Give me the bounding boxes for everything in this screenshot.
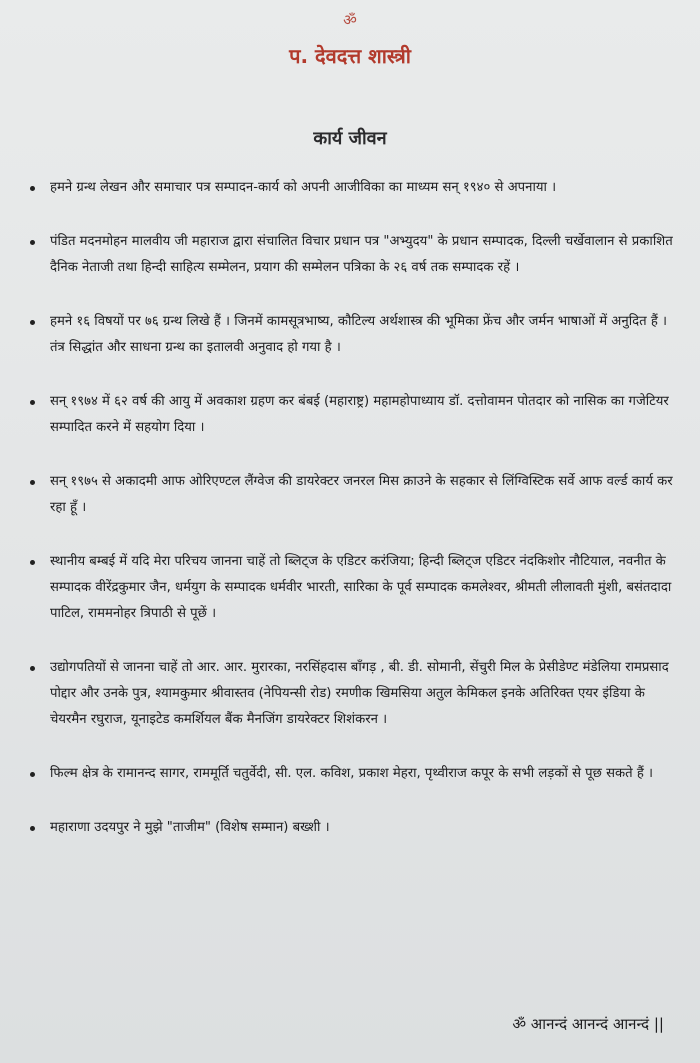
career-list — [28, 175, 674, 869]
list-item — [28, 229, 674, 281]
bullet-icon — [30, 186, 35, 191]
list-item — [28, 761, 674, 787]
bullet-icon — [30, 240, 35, 245]
bullet-icon — [30, 320, 35, 325]
list-item — [28, 469, 674, 521]
list-item — [28, 655, 674, 733]
list-item-text: फिल्म क्षेत्र के रामानन्द सागर, राममूर्ति चतुर्वेदी, सी. एल. कविश, प्रकाश मेहरा, पृथ्वीराज कपूर के सभी लड़कों से पूछ सकते हैं । — [50, 766, 654, 781]
list-item — [28, 815, 674, 841]
list-item-text: सन् १९७५ से अकादमी आफ ओरिएण्टल लैंग्वेज की डायरेक्टर जनरल मिस क्राउने के सहकार से लिंग्विस्टिक सर्वे आफ वर्ल्ड कार्य कर रहा हूँ । — [50, 474, 673, 515]
list-item — [28, 175, 674, 201]
bullet-icon — [30, 560, 35, 565]
om-symbol: ॐ — [343, 11, 357, 29]
list-item — [28, 309, 674, 361]
list-item-text: उद्योगपतियों से जानना चाहें तो आर. आर. मुरारका, नरसिंहदास बाँगड़ , बी. डी. सोमानी, सेंचुरी मिल के प्रेसीडेण्ट मंडेलिया रामप्रसाद पोद्दार और उनके पुत्र, श्यामकुमार श्रीवास्तव (नेपियन्सी रोड) रमणीक खिमसिया अतुल केमिकल इनके अतिरिक्त एयर इंडिया के चेयरमैन रघुराज, यूनाइटेड कमर्शियल बैंक मैनजिंग डायरेक्टर शिशंकरन । — [50, 660, 669, 727]
list-item — [28, 549, 674, 627]
bullet-icon — [30, 480, 35, 485]
list-item — [28, 389, 674, 441]
bullet-icon — [30, 826, 35, 831]
list-item-text: हमने १६ विषयों पर ७६ ग्रन्थ लिखे हैं । जिनमें कामसूत्रभाष्य, कौटिल्य अर्थशास्त्र की भूमिका फ्रेंच और जर्मन भाषाओं में अनुदित हैं । तंत्र सिद्धांत और साधना ग्रन्थ का इतालवी अनुवाद हो गया है । — [50, 314, 668, 355]
closing-invocation: ॐ आनन्दं आनन्दं आनन्दं || — [512, 1015, 664, 1033]
list-item-text: हमने ग्रन्थ लेखन और समाचार पत्र सम्पादन-कार्य को अपनी आजीविका का माध्यम सन् १९४० से अपनाया । — [50, 180, 557, 195]
list-item-text: महाराणा उदयपुर ने मुझे "ताजीम" (विशेष सम्मान) बख्शी । — [50, 820, 330, 835]
section-title: कार्य जीवन — [313, 128, 387, 149]
bullet-icon — [30, 772, 35, 777]
list-item-text: स्थानीय बम्बई में यदि मेरा परिचय जानना चाहें तो ब्लिट्ज के एडिटर करंजिया; हिन्दी ब्लिट्ज एडिटर नंदकिशोर नौटियाल, नवनीत के सम्पादक वीरेंद्रकुमार जैन, धर्मयुग के सम्पादक धर्मवीर भारती, सारिका के पूर्व सम्पादक कमलेश्वर, श्रीमती लीलावती मुंशी, बसंतदादा पाटिल, राममनोहर त्रिपाठी से पूछें । — [50, 554, 672, 621]
list-item-text: पंडित मदनमोहन मालवीय जी महाराज द्वारा संचालित विचार प्रधान पत्र "अभ्युदय" के प्रधान सम्पादक, दिल्ली चर्खेवालान से प्रकाशित दैनिक नेताजी तथा हिन्दी साहित्य सम्मेलन, प्रयाग की सम्मेलन पत्रिका के २६ वर्ष तक सम्पादक रहें । — [50, 234, 673, 275]
bullet-icon — [30, 400, 35, 405]
author-name: प. देवदत्त शास्त्री — [289, 44, 411, 68]
bullet-icon — [30, 666, 35, 671]
list-item-text: सन् १९७४ में ६२ वर्ष की आयु में अवकाश ग्रहण कर बंबई (महाराष्ट्र) महामहोपाध्याय डॉ. दत्तोवामन पोतदार को नासिक का गजेटियर सम्पादित करने में सहयोग दिया । — [50, 394, 669, 435]
